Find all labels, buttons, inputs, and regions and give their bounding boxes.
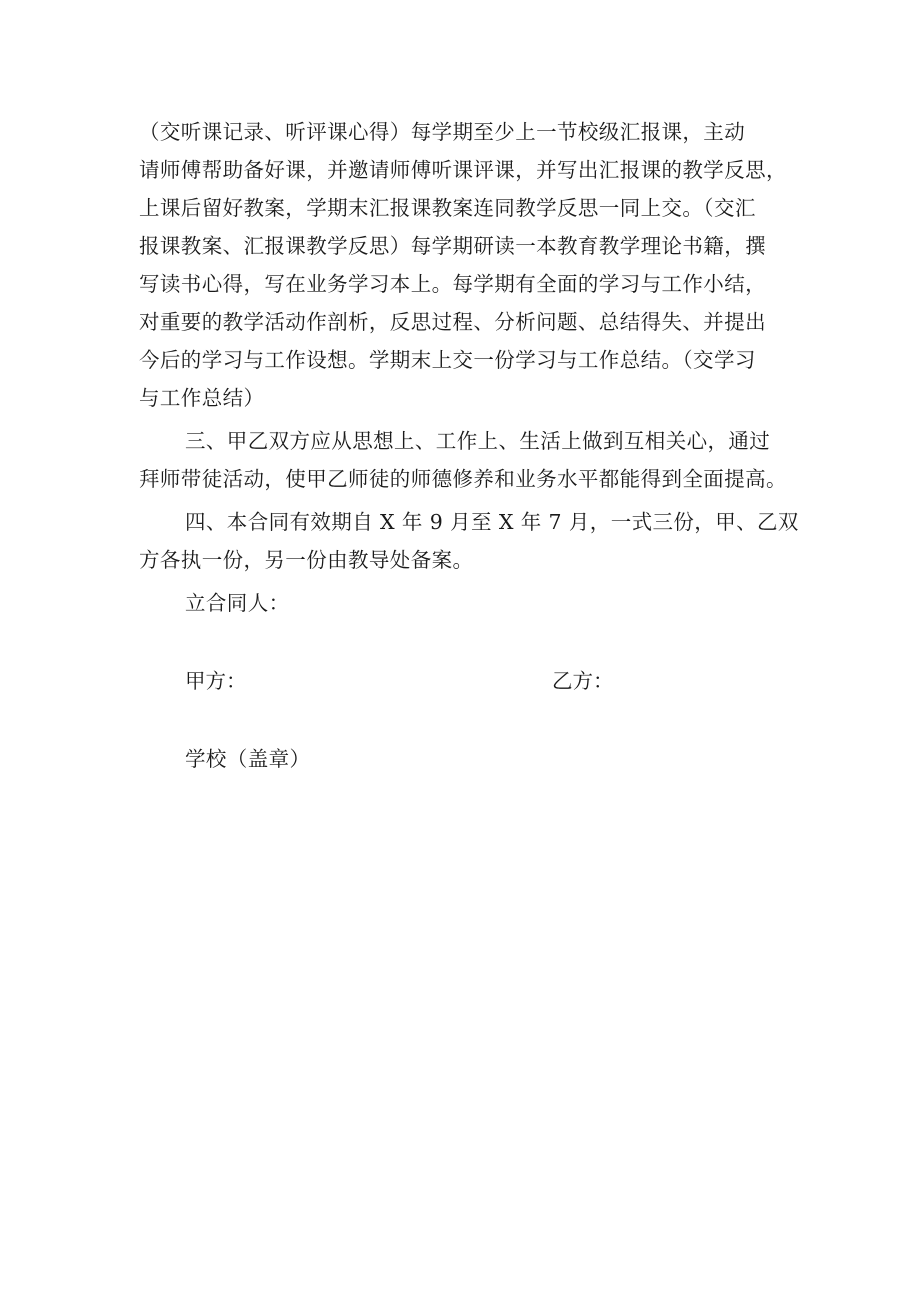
party-b-label: 乙方： bbox=[552, 669, 614, 693]
party-a-label: 甲方： bbox=[185, 669, 247, 693]
body-text-line-7: 今后的学习与工作设想。学期末上交一份学习与工作总结。（交学习 bbox=[139, 348, 756, 372]
clause-4-line-1: 四、本合同有效期自 X 年 9 月至 X 年 7 月，一式三份，甲、乙双 bbox=[185, 510, 799, 534]
clause-3-line-1: 三、甲乙双方应从思想上、工作上、生活上做到互相关心，通过 bbox=[185, 429, 771, 453]
clause-4-line-2: 方各执一份，另一份由教导处备案。 bbox=[139, 548, 474, 572]
body-text-line-3: 上课后留好教案，学期末汇报课教案连同教学反思一同上交。（交汇 bbox=[139, 196, 756, 220]
school-seal-label: 学校（盖章） bbox=[185, 747, 311, 771]
body-text-line-8: 与工作总结） bbox=[139, 386, 265, 410]
body-text-line-4: 报课教案、汇报课教学反思）每学期研读一本教育教学理论书籍，撰 bbox=[139, 234, 766, 258]
body-text-line-5: 写读书心得，写在业务学习本上。每学期有全面的学习与工作小结， bbox=[139, 272, 766, 296]
clause-3-line-2: 拜师带徒活动，使甲乙师徒的师德修养和业务水平都能得到全面提高。 bbox=[139, 467, 787, 491]
body-text-line-6: 对重要的教学活动作剖析，反思过程、分析问题、总结得失、并提出 bbox=[139, 310, 766, 334]
body-text-line-2: 请师傅帮助备好课，并邀请师傅听课评课，并写出汇报课的教学反思， bbox=[139, 158, 787, 182]
body-text-line-1: （交听课记录、听评课心得）每学期至少上一节校级汇报课，主动 bbox=[139, 120, 746, 144]
signatories-label: 立合同人： bbox=[185, 591, 290, 615]
